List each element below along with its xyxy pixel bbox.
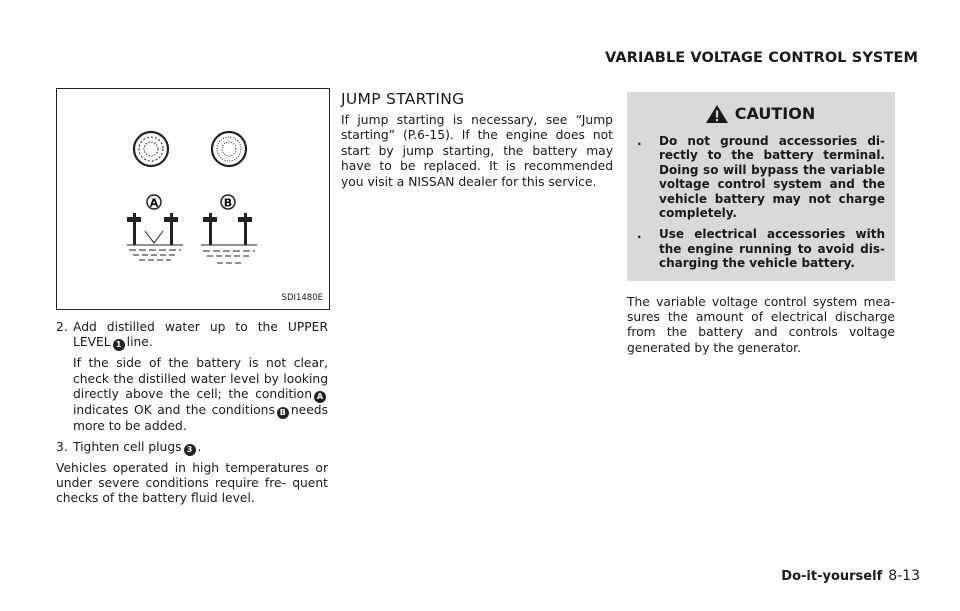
- caution-heading: [635, 104, 885, 124]
- caution-item-2: [635, 227, 885, 270]
- middle-column: [341, 91, 613, 190]
- jump-starting-heading: JUMP STARTING: [341, 90, 465, 108]
- marker-3-icon: 3: [184, 444, 196, 456]
- step-2-text-end: line.: [126, 335, 153, 350]
- step-2-number: 2.: [56, 320, 68, 334]
- label-a-text: A: [149, 196, 159, 210]
- label-a-marker: [147, 195, 161, 210]
- cell-plates-a-icon: [127, 213, 178, 245]
- step-2-text: Add distilled water up to the UPPER LEVEL: [73, 320, 328, 350]
- step-2-detail-part1: If the side of the battery is not clear, check the distilled water level by looking directly above the cell; the condition: [73, 356, 328, 402]
- fluid-level-lines-b: [201, 245, 257, 263]
- battery-fluid-paragraph: Vehicles operated in high temperatures or under severe conditions require fre- quent checks of the battery fluid level.: [56, 460, 328, 506]
- warning-triangle-icon: [705, 104, 729, 124]
- jump-starting-paragraph: If jump starting is necessary, see “Jump starting” (P.6-15). If the engine does not start by jump starting, the battery may have to be replaced. It is recommended you visit a NISSAN dealer for this service.: [341, 113, 613, 189]
- figure-id: SDI1480E: [281, 293, 323, 303]
- marker-a-icon: A: [314, 391, 326, 403]
- footer-section-name: Do-it-yourself: [781, 569, 883, 584]
- caution-item-2-text: Use electrical accessories with the engine running to avoid dis- charging the vehicle battery.: [659, 227, 885, 271]
- marker-1-icon: 1: [113, 339, 125, 351]
- fluid-level-lines-a: [127, 245, 183, 260]
- caution-box: [627, 92, 895, 281]
- caution-bullet: .: [637, 227, 642, 242]
- right-column: [627, 92, 895, 356]
- battery-fluid-illustration: [56, 88, 330, 310]
- left-column: [56, 320, 328, 507]
- page-header-title: VARIABLE VOLTAGE CONTROL SYSTEM: [605, 50, 918, 66]
- caution-title: CAUTION: [734, 104, 816, 124]
- step-3-text: Tighten cell plugs: [73, 439, 182, 454]
- voltage-control-paragraph: The variable voltage control system mea- sures the amount of electrical discharge from the battery and controls voltage generated by the generator.: [627, 294, 895, 355]
- marker-b-icon: B: [277, 407, 289, 419]
- cell-plates-b-icon: [203, 213, 252, 245]
- step-3-end: .: [197, 439, 202, 454]
- page-footer: [781, 568, 920, 584]
- step-3-instruction: [73, 440, 328, 456]
- label-b-marker: [221, 195, 235, 210]
- step-3: [56, 440, 328, 456]
- cell-plug-a-icon: [134, 132, 168, 166]
- step-2-detail: [73, 356, 328, 434]
- footer-page-number: 8-13: [888, 568, 920, 584]
- step-2-instruction: [73, 320, 328, 351]
- step-2: [56, 320, 328, 435]
- caution-bullet: .: [637, 134, 642, 148]
- cell-plug-b-icon: [212, 132, 246, 166]
- label-b-text: B: [223, 196, 233, 210]
- step-3-number: 3.: [56, 439, 68, 454]
- caution-item-1-text: Do not ground accessories di- rectly to the battery terminal. Doing so will bypass the variable voltage control system and the vehicle battery may not charge completely.: [659, 134, 885, 221]
- step-2-detail-part3: needs more to be added.: [73, 403, 328, 434]
- caution-item-1: [635, 134, 885, 220]
- step-2-detail-part2: indicates OK and the conditions: [73, 403, 275, 418]
- battery-cell-diagram: [57, 89, 329, 309]
